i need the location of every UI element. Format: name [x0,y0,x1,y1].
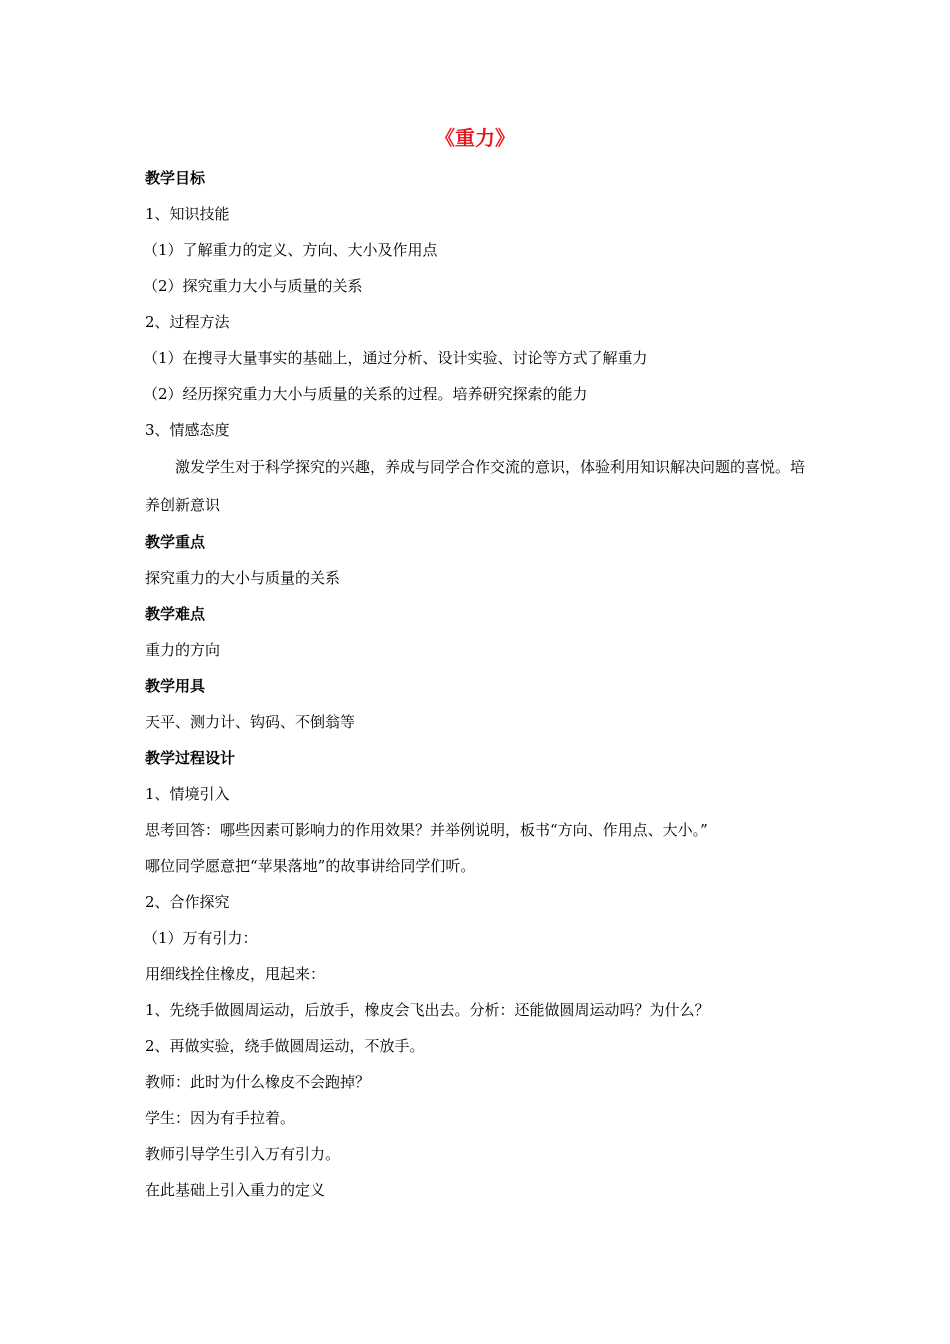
body-line: 思考回答：哪些因素可影响力的作用效果？并举例说明，板书“方向、作用点、大小。” [145,821,708,839]
body-line: 2、合作探究 [145,893,230,911]
body-line: 3、情感态度 [145,421,230,439]
document-title: 《重力》 [435,126,515,150]
body-line: （2）探究重力大小与质量的关系 [143,277,363,295]
body-line: 用细线拴住橡皮，甩起来： [145,965,326,983]
section-heading: 教学目标 [145,169,206,187]
body-line: 重力的方向 [145,641,221,659]
section-heading: 教学重点 [145,533,206,551]
document-body [145,160,815,1208]
body-line: 学生：因为有手拉着。 [145,1109,296,1127]
section-heading: 教学用具 [145,677,206,695]
body-line: （1）在搜寻大量事实的基础上，通过分析、设计实验、讨论等方式了解重力 [143,349,648,367]
body-line: （2）经历探究重力大小与质量的关系的过程。培养研究探索的能力 [143,385,588,403]
body-line: 教师引导学生引入万有引力。 [145,1145,341,1163]
body-line: 哪位同学愿意把“苹果落地”的故事讲给同学们听。 [145,857,476,875]
body-line: 探究重力的大小与质量的关系 [145,569,341,587]
body-line: 2、过程方法 [145,313,230,331]
body-line: 天平、测力计、钩码、不倒翁等 [145,713,356,731]
body-line: （1）万有引力： [143,929,258,947]
body-line: 激发学生对于科学探究的兴趣，养成与同学合作交流的意识，体验利用知识解决问题的喜悦。培养创新意识 [145,458,806,514]
section-heading: 教学过程设计 [145,749,236,767]
body-line: 2、再做实验，绕手做圆周运动，不放手。 [145,1037,425,1055]
body-line: 在此基础上引入重力的定义 [145,1181,326,1199]
body-line: （1）了解重力的定义、方向、大小及作用点 [143,241,438,259]
body-line: 1、情境引入 [145,785,230,803]
body-line: 1、知识技能 [145,205,230,223]
body-line: 1、先绕手做圆周运动，后放手，橡皮会飞出去。分析：还能做圆周运动吗？为什么？ [145,1001,710,1019]
body-line: 教师：此时为什么橡皮不会跑掉？ [145,1073,371,1091]
section-heading: 教学难点 [145,605,206,623]
